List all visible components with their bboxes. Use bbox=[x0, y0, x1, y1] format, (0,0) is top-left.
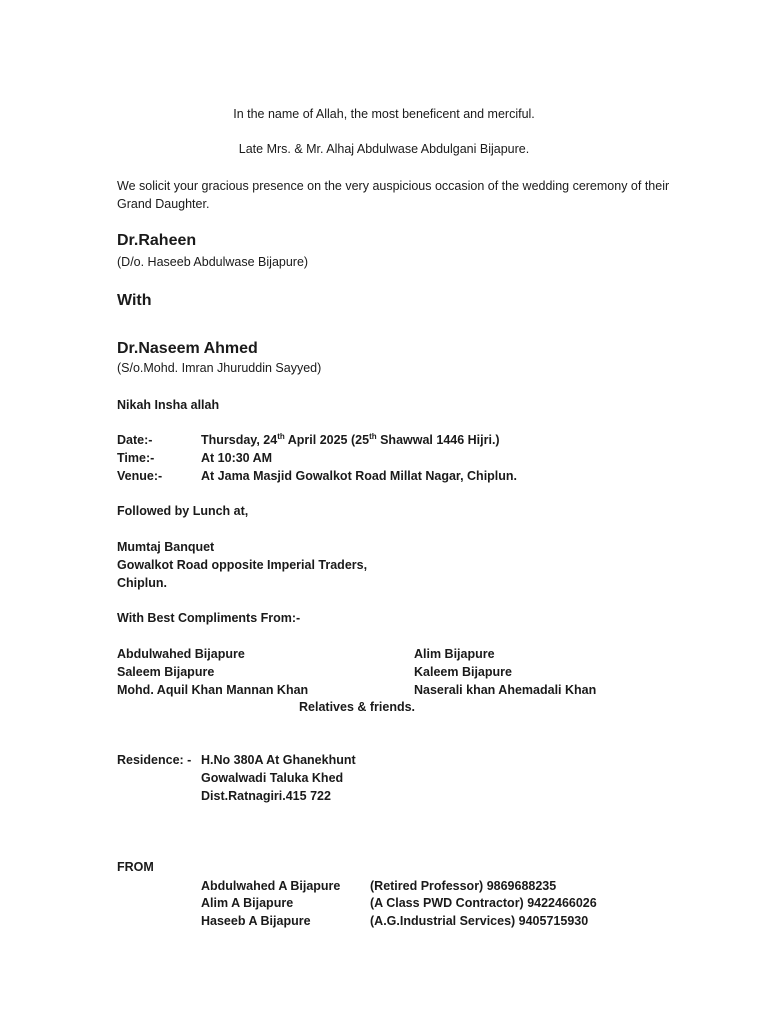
from-name-3: Haseeb A Bijapure bbox=[201, 914, 311, 928]
lunch-venue-name: Mumtaj Banquet bbox=[117, 540, 215, 554]
groom-parent: (S/o.Mohd. Imran Jhuruddin Sayyed) bbox=[117, 361, 322, 375]
compliment-right-2: Kaleem Bijapure bbox=[414, 665, 512, 679]
lunch-city: Chiplun. bbox=[117, 576, 167, 590]
from-label: FROM bbox=[117, 860, 154, 874]
relatives-footer: Relatives & friends. bbox=[299, 700, 416, 714]
nikah-line: Nikah Insha allah bbox=[117, 398, 220, 412]
from-detail-2: (A Class PWD Contractor) 9422466026 bbox=[370, 896, 597, 910]
venue-value: At Jama Masjid Gowalkot Road Millat Nagar, Chiplun. bbox=[201, 469, 518, 483]
residence-line-3: Dist.Ratnagiri.415 722 bbox=[201, 789, 331, 803]
venue-label: Venue:- bbox=[117, 469, 163, 483]
date-value: Thursday, 24th April 2025 (25th Shawwal 1446 Hijri.) bbox=[201, 431, 500, 447]
residence-label: Residence: - bbox=[117, 753, 192, 767]
from-detail-3: (A.G.Industrial Services) 9405715930 bbox=[370, 914, 589, 928]
compliment-left-2: Saleem Bijapure bbox=[117, 665, 215, 679]
compliment-left-3: Mohd. Aquil Khan Mannan Khan bbox=[117, 683, 309, 697]
time-value: At 10:30 AM bbox=[201, 451, 273, 465]
invitation-text: We solicit your gracious presence on the very auspicious occasion of the wedding ceremony of their Grand Daughter. bbox=[117, 179, 670, 211]
date-label: Date:- bbox=[117, 433, 153, 447]
opening-line: In the name of Allah, the most beneficent and merciful. bbox=[233, 107, 535, 121]
from-name-1: Abdulwahed A Bijapure bbox=[201, 879, 341, 893]
from-detail-1: (Retired Professor) 9869688235 bbox=[370, 879, 557, 893]
compliment-right-3: Naserali khan Ahemadali Khan bbox=[414, 683, 597, 697]
time-label: Time:- bbox=[117, 451, 155, 465]
compliment-right-1: Alim Bijapure bbox=[414, 647, 495, 661]
with-label: With bbox=[117, 292, 152, 309]
compliment-left-1: Abdulwahed Bijapure bbox=[117, 647, 245, 661]
groom-name: Dr.Naseem Ahmed bbox=[117, 340, 258, 357]
bride-name: Dr.Raheen bbox=[117, 232, 197, 249]
from-name-2: Alim A Bijapure bbox=[201, 896, 294, 910]
residence-line-2: Gowalwadi Taluka Khed bbox=[201, 771, 344, 785]
lunch-intro: Followed by Lunch at, bbox=[117, 504, 249, 518]
lunch-address: Gowalkot Road opposite Imperial Traders, bbox=[117, 558, 368, 572]
residence-line-1: H.No 380A At Ghanekhunt bbox=[201, 753, 356, 767]
compliments-heading: With Best Compliments From:- bbox=[117, 611, 301, 625]
bride-parent: (D/o. Haseeb Abdulwase Bijapure) bbox=[117, 255, 309, 269]
hosts-line: Late Mrs. & Mr. Alhaj Abdulwase Abdulgani Bijapure. bbox=[238, 142, 530, 156]
